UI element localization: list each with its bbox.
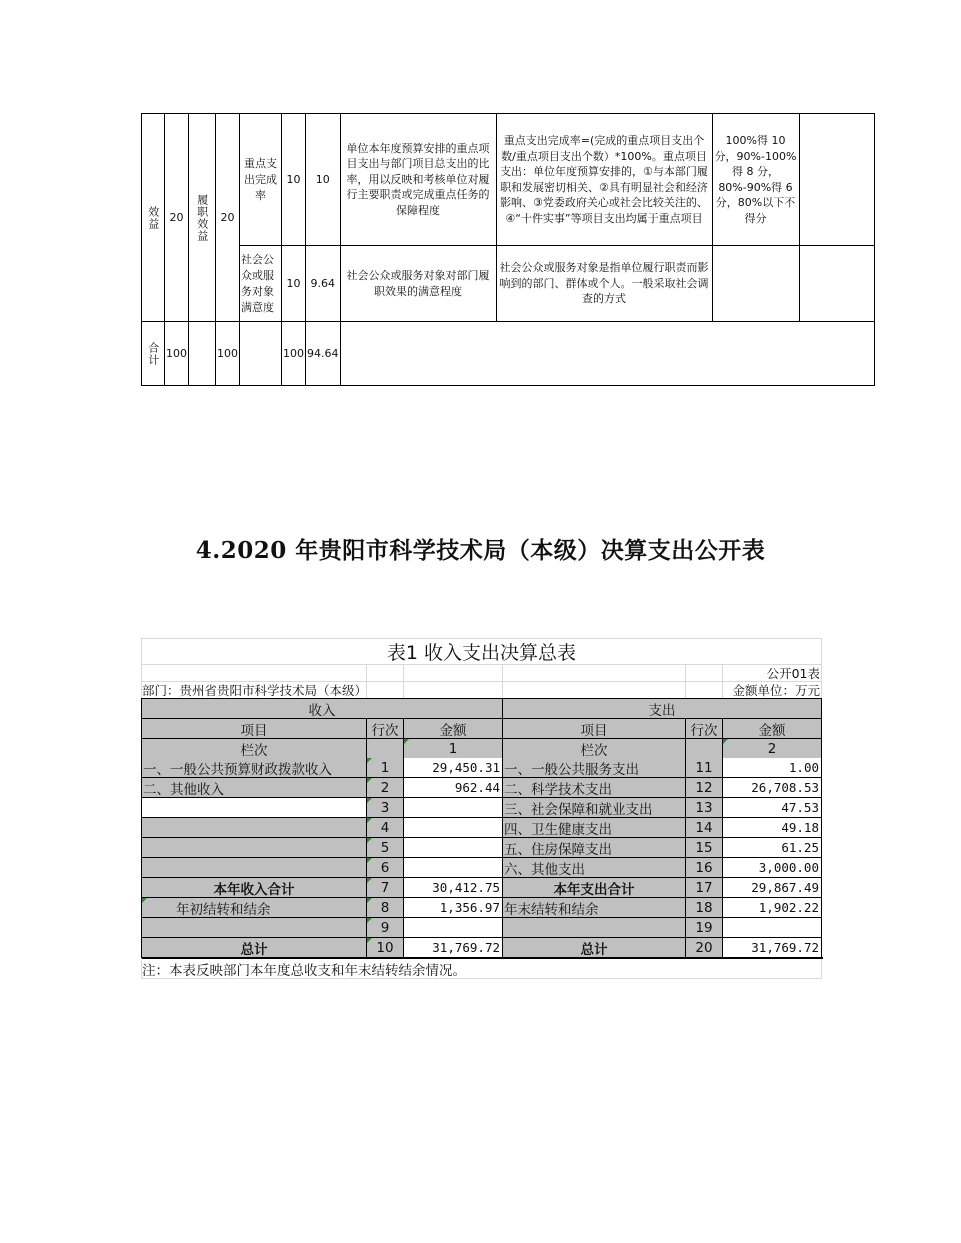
expense-item-cell: 一、一般公共服务支出 <box>503 758 686 778</box>
expense-item-cell: 三、社会保障和就业支出 <box>503 798 686 818</box>
income-amount-cell: 1,356.97 <box>404 898 503 918</box>
table-row <box>142 246 875 322</box>
sheet-header <box>141 698 822 758</box>
income-row-number-cell: 2 <box>367 778 404 798</box>
income-row-number-cell: 10 <box>367 938 404 958</box>
section-title: 4.2020 年贵阳市科学技术局（本级）决算支出公开表 <box>195 537 766 564</box>
score-cell: 10 <box>306 114 341 246</box>
income-amount-cell: 31,769.72 <box>404 938 503 958</box>
income-header: 收入 <box>142 699 503 719</box>
expense-header: 支出 <box>503 699 822 719</box>
expense-item-cell: 年末结转和结余 <box>503 898 686 918</box>
expense-column-number: 2 <box>723 739 822 759</box>
income-amount-cell <box>404 798 503 818</box>
empty-cell <box>240 322 282 386</box>
subcategory-score-cell: 20 <box>216 114 240 322</box>
explanation-cell: 重点支出完成率=(完成的重点项目支出个数/重点项目支出个数）*100%。重点项目支出：单位年度预算安排的，①与本部门履职和发展密切相关、②具有明显社会和经济影响、③党委政府关心或社会比较关注的、④“十件实事”等项目支出均属于重点项目 <box>496 114 712 246</box>
expense-row-number-cell: 11 <box>686 758 723 778</box>
income-row-number-cell: 3 <box>367 798 404 818</box>
expense-row-number-cell: 17 <box>686 878 723 898</box>
income-item-cell: 年初结转和结余 <box>142 898 367 918</box>
expense-amount-cell: 49.18 <box>723 818 822 838</box>
expense-amount-cell: 26,708.53 <box>723 778 822 798</box>
income-amount-cell: 29,450.31 <box>404 758 503 778</box>
grid-line <box>502 664 503 698</box>
income-amount-cell <box>404 918 503 938</box>
empty-cell <box>189 322 216 386</box>
income-item-cell: 本年收入合计 <box>142 878 367 898</box>
expense-item-cell: 二、科学技术支出 <box>503 778 686 798</box>
expense-amount-cell: 1.00 <box>723 758 822 778</box>
expense-item-cell: 总计 <box>503 938 686 958</box>
income-row-number-cell: 1 <box>367 758 404 778</box>
income-lanci-label: 栏次 <box>142 739 367 759</box>
income-item-cell: 一、一般公共预算财政拨款收入 <box>142 758 367 778</box>
weight-cell: 10 <box>282 114 306 246</box>
income-row-number-cell: 6 <box>367 858 404 878</box>
remark-cell <box>799 114 874 246</box>
income-amount-cell: 962.44 <box>404 778 503 798</box>
income-amount-cell <box>404 818 503 838</box>
income-item-cell <box>142 858 367 878</box>
income-item-cell <box>142 798 367 818</box>
expense-amount-cell: 47.53 <box>723 798 822 818</box>
expense-amount-cell: 29,867.49 <box>723 878 822 898</box>
expense-row-number-cell: 12 <box>686 778 723 798</box>
expense-item-cell: 六、其他支出 <box>503 858 686 878</box>
expense-item-cell: 本年支出合计 <box>503 878 686 898</box>
income-item-cell: 总计 <box>142 938 367 958</box>
income-row-number-cell: 9 <box>367 918 404 938</box>
grid-line <box>141 664 822 665</box>
expense-amount-cell <box>723 918 822 938</box>
weight-cell: 10 <box>282 246 306 322</box>
income-amount-cell <box>404 858 503 878</box>
expense-amount-cell: 3,000.00 <box>723 858 822 878</box>
note-text: 注：本表反映部门本年度总收支和年末结转结余情况。 <box>142 962 466 978</box>
income-item-header: 项目 <box>142 719 367 739</box>
income-row-number-cell: 8 <box>367 898 404 918</box>
expense-row-number-cell: 14 <box>686 818 723 838</box>
income-lanci-row <box>367 739 404 759</box>
income-amount-cell <box>404 838 503 858</box>
expense-row-number-cell: 18 <box>686 898 723 918</box>
expense-row-number-cell: 19 <box>686 918 723 938</box>
total-category-score-cell: 100 <box>165 322 189 386</box>
department-label: 部门：贵州省贵阳市科学技术局（本级） <box>142 683 368 698</box>
income-row-number-cell: 7 <box>367 878 404 898</box>
category-score-cell: 20 <box>165 114 189 322</box>
total-row <box>142 322 875 386</box>
sheet-title: 表1 收入支出决算总表 <box>386 642 577 664</box>
grid-line <box>685 664 686 698</box>
income-expense-summary-sheet <box>141 638 822 979</box>
expense-row-number-cell: 20 <box>686 938 723 958</box>
income-item-cell: 二、其他收入 <box>142 778 367 798</box>
income-amount-cell: 30,412.75 <box>404 878 503 898</box>
income-item-cell <box>142 838 367 858</box>
expense-row-number-cell: 13 <box>686 798 723 818</box>
table-row <box>142 114 875 246</box>
expense-row-number-cell: 15 <box>686 838 723 858</box>
expense-lanci-label: 栏次 <box>503 739 686 759</box>
total-weight-cell: 100 <box>282 322 306 386</box>
expense-amount-cell: 1,902.22 <box>723 898 822 918</box>
definition-cell: 单位本年度预算安排的重点项目支出与部门项目总支出的比率，用以反映和考核单位对履行主要职责或完成重点任务的保障程度 <box>340 114 496 246</box>
remark-cell <box>799 246 874 322</box>
form-code: 公开01表 <box>766 666 820 681</box>
expense-item-cell <box>503 918 686 938</box>
income-row-header: 行次 <box>367 719 404 739</box>
expense-lanci-row <box>686 739 723 759</box>
expense-amount-cell: 61.25 <box>723 838 822 858</box>
income-item-cell <box>142 918 367 938</box>
expense-item-header: 项目 <box>503 719 686 739</box>
empty-cell <box>340 322 874 386</box>
total-subcategory-score-cell: 100 <box>216 322 240 386</box>
income-row-number-cell: 5 <box>367 838 404 858</box>
total-label-cell: 合计 <box>142 322 165 386</box>
definition-cell: 社会公众或服务对象对部门履职效果的满意程度 <box>340 246 496 322</box>
income-amount-header: 金额 <box>404 719 503 739</box>
criteria-cell <box>712 246 799 322</box>
indicator-cell: 社会公众或服务对象满意度 <box>240 246 282 322</box>
expense-amount-header: 金额 <box>723 719 822 739</box>
explanation-cell: 社会公众或服务对象是指单位履行职责而影响到的部门、群体或个人。一般采取社会调查的方式 <box>496 246 712 322</box>
score-cell: 9.64 <box>306 246 341 322</box>
unit-label: 金额单位：万元 <box>732 683 820 698</box>
subcategory-cell: 履职效益 <box>189 114 216 322</box>
total-score-cell: 94.64 <box>306 322 341 386</box>
criteria-cell: 100%得 10 分，90%-100%得 8 分，80%-90%得 6 分，80%以下不得分 <box>712 114 799 246</box>
income-column-number: 1 <box>404 739 503 759</box>
expense-item-cell: 五、住房保障支出 <box>503 838 686 858</box>
income-row-number-cell: 4 <box>367 818 404 838</box>
expense-amount-cell: 31,769.72 <box>723 938 822 958</box>
sheet-body <box>141 758 822 958</box>
income-item-cell <box>142 818 367 838</box>
indicator-cell: 重点支出完成率 <box>240 114 282 246</box>
grid-line <box>141 978 822 979</box>
performance-evaluation-table <box>141 113 875 386</box>
expense-row-header: 行次 <box>686 719 723 739</box>
expense-row-number-cell: 16 <box>686 858 723 878</box>
category-cell: 效益 <box>142 114 165 322</box>
expense-item-cell: 四、卫生健康支出 <box>503 818 686 838</box>
